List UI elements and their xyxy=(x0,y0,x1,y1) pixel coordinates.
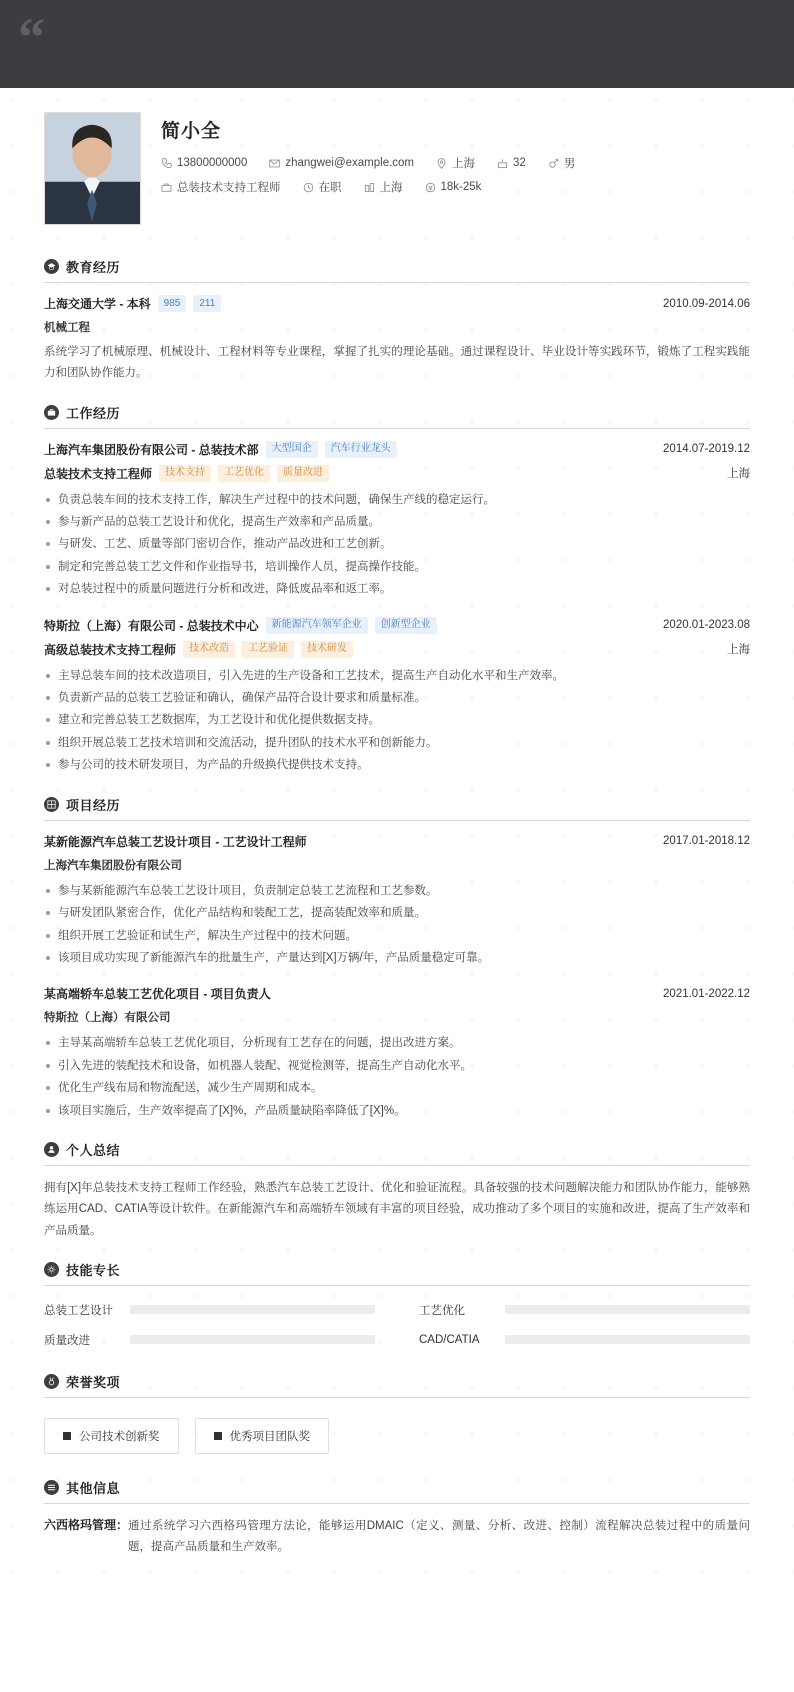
list-item: 主导某高端轿车总装工艺优化项目，分析现有工艺存在的问题，提出改进方案。 xyxy=(44,1032,750,1054)
section-other xyxy=(44,1478,750,1559)
meta-gender xyxy=(548,155,576,171)
entry-date: 2014.07-2019.12 xyxy=(663,443,750,456)
entry-tag: 技术改造 xyxy=(183,641,235,658)
entry-tag: 985 xyxy=(158,295,187,312)
entry-role-line xyxy=(44,641,750,658)
skill-item xyxy=(419,1332,750,1348)
skill-item xyxy=(44,1332,375,1348)
entry-company: 特斯拉（上海）有限公司 xyxy=(44,1012,171,1025)
awards-list xyxy=(44,1410,750,1460)
section-header xyxy=(44,1260,750,1286)
city-icon xyxy=(364,182,375,193)
entry-role-line xyxy=(44,465,750,482)
section-skills xyxy=(44,1260,750,1354)
list-item: 引入先进的装配技术和设备，如机器人装配、视觉检测等，提高生产自动化水平。 xyxy=(44,1055,750,1077)
other-label: 六西格玛管理： xyxy=(44,1517,129,1532)
entry-bullets xyxy=(44,489,750,601)
profile-info xyxy=(161,112,750,203)
meta-phone-text: 13800000000 xyxy=(177,157,248,169)
resume-sheet xyxy=(0,88,794,1586)
list-item: 组织开展总装工艺技术培训和交流活动，提升团队的技术水平和创新能力。 xyxy=(44,732,750,754)
work-entry xyxy=(44,441,750,601)
list-item: 参与公司的技术研发项目，为产品的升级换代提供技术支持。 xyxy=(44,754,750,776)
list-item: 对总装过程中的质量问题进行分析和改进，降低废品率和返工率。 xyxy=(44,578,750,600)
section-work xyxy=(44,403,750,777)
entry-company: 上海汽车集团股份有限公司 xyxy=(44,859,182,872)
square-bullet-icon xyxy=(63,1432,71,1440)
entry-left xyxy=(44,641,353,658)
cake-icon xyxy=(497,158,508,169)
section-title: 项目经历 xyxy=(66,797,121,813)
grid-icon xyxy=(44,797,59,812)
top-banner xyxy=(0,0,794,88)
list-item: 该项目成功实现了新能源汽车的批量生产，产量达到[X]万辆/年，产品质量稳定可靠。 xyxy=(44,947,750,969)
meta-salary-text: 18k-25k xyxy=(440,181,482,193)
skill-label: CAD/CATIA xyxy=(419,1333,480,1346)
briefcase-icon xyxy=(161,182,172,193)
entry-bullets xyxy=(44,1032,750,1122)
quote-mark-icon: “ xyxy=(18,7,47,67)
entry-title: 上海交通大学 - 本科 xyxy=(44,297,151,311)
skill-label: 质量改进 xyxy=(44,1334,90,1347)
meta-job-title xyxy=(161,179,281,195)
section-title: 工作经历 xyxy=(66,405,121,421)
entry-tag: 新能源汽车领军企业 xyxy=(266,617,368,634)
list-item: 与研发团队紧密合作，优化产品结构和装配工艺，提高装配效率和质量。 xyxy=(44,902,750,924)
project-entry xyxy=(44,833,750,970)
summary-text: 拥有[X]年总装技术支持工程师工作经验，熟悉汽车总装工艺设计、优化和验证流程。具备较强的技术问题解决能力和团队协作能力，能够熟练运用CAD、CATIA等设计软件。在新能源汽车和高端轿车领域有丰富的项目经验，成功推动了多个项目的实施和改进，提高了生产效率和产品质量。 xyxy=(44,1182,750,1237)
avatar xyxy=(44,112,141,225)
award-item xyxy=(195,1418,330,1454)
skill-label: 总装工艺设计 xyxy=(44,1304,113,1317)
entry-left xyxy=(44,833,307,850)
award-item xyxy=(44,1418,179,1454)
skill-item xyxy=(44,1302,375,1318)
entry-date: 2021.01-2022.12 xyxy=(663,987,750,1000)
entry-left xyxy=(44,465,329,482)
list-icon xyxy=(44,1480,59,1495)
entry-title: 某高端轿车总装工艺优化项目 - 项目负责人 xyxy=(44,987,271,1002)
briefcase-icon xyxy=(44,405,59,420)
meta-city xyxy=(364,179,403,195)
list-item: 建立和完善总装工艺数据库，为工艺设计和优化提供数据支持。 xyxy=(44,709,750,731)
entry-left xyxy=(44,441,397,458)
skill-label: 工艺优化 xyxy=(419,1304,465,1317)
list-item: 参与新产品的总装工艺设计和优化，提高生产效率和产品质量。 xyxy=(44,511,750,533)
list-item: 组织开展工艺验证和试生产，解决生产过程中的技术问题。 xyxy=(44,925,750,947)
entry-left xyxy=(44,985,271,1002)
entry-tag: 工艺验证 xyxy=(242,641,294,658)
award-label: 公司技术创新奖 xyxy=(79,1430,160,1443)
entry-heading xyxy=(44,617,750,634)
entry-description: 系统学习了机械原理、机械设计、工程材料等专业课程，掌握了扎实的理论基础。通过课程设计、毕业设计等实践环节，锻炼了工程实践能力和团队协作能力。 xyxy=(44,346,750,380)
entry-role: 总装技术支持工程师 xyxy=(44,466,153,481)
entry-location: 上海 xyxy=(727,468,750,481)
section-title: 其他信息 xyxy=(66,1480,121,1496)
section-title: 荣誉奖项 xyxy=(66,1374,121,1390)
section-header xyxy=(44,1372,750,1398)
mail-icon xyxy=(269,158,280,169)
entry-bullets xyxy=(44,665,750,777)
entry-location: 上海 xyxy=(727,644,750,657)
entry-tag: 技术研发 xyxy=(301,641,353,658)
list-item: 参与某新能源汽车总装工艺设计项目，负责制定总装工艺流程和工艺参数。 xyxy=(44,880,750,902)
section-projects xyxy=(44,795,750,1122)
section-header xyxy=(44,403,750,429)
project-entry xyxy=(44,985,750,1122)
section-summary xyxy=(44,1140,750,1242)
contact-row-2 xyxy=(161,179,750,195)
meta-job-title-text: 总装技术支持工程师 xyxy=(177,182,281,194)
section-awards xyxy=(44,1372,750,1460)
contact-row-1 xyxy=(161,155,750,171)
work-entry xyxy=(44,617,750,777)
other-item xyxy=(44,1516,750,1559)
skill-bar xyxy=(505,1305,750,1314)
entry-heading xyxy=(44,441,750,458)
entry-tag: 工艺优化 xyxy=(218,465,270,482)
entry-tag: 质量改进 xyxy=(277,465,329,482)
award-label: 优秀项目团队奖 xyxy=(229,1430,310,1443)
education-entry xyxy=(44,295,750,385)
meta-status-text: 在职 xyxy=(318,182,342,194)
entry-date: 2020.01-2023.08 xyxy=(663,619,750,632)
section-education xyxy=(44,257,750,385)
entry-role: 高级总装技术支持工程师 xyxy=(44,642,177,657)
gear-icon xyxy=(44,1262,59,1277)
entry-tag: 大型国企 xyxy=(266,441,318,458)
location-icon xyxy=(436,158,447,169)
entry-title: 某新能源汽车总装工艺设计项目 - 工艺设计工程师 xyxy=(44,834,307,849)
list-item: 与研发、工艺、质量等部门密切合作，推动产品改进和工艺创新。 xyxy=(44,533,750,555)
gender-icon xyxy=(548,158,559,169)
meta-age xyxy=(497,157,526,169)
entry-tag: 技术支持 xyxy=(159,465,211,482)
entry-heading xyxy=(44,833,750,850)
skill-bar xyxy=(505,1335,750,1344)
meta-phone xyxy=(161,157,247,169)
skill-item xyxy=(419,1302,750,1318)
section-title: 教育经历 xyxy=(66,260,121,275)
list-item: 该项目实施后，生产效率提高了[X]%，产品质量缺陷率降低了[X]%。 xyxy=(44,1100,750,1122)
section-header xyxy=(44,795,750,821)
meta-email xyxy=(269,157,414,169)
meta-location xyxy=(436,155,475,171)
list-item: 制定和完善总装工艺文件和作业指导书，培训操作人员，提高操作技能。 xyxy=(44,556,750,578)
list-item: 主导总装车间的技术改造项目，引入先进的生产设备和工艺技术，提高生产自动化水平和生产效率。 xyxy=(44,665,750,687)
entry-tag: 211 xyxy=(193,295,221,312)
entry-heading xyxy=(44,985,750,1002)
other-text: 通过系统学习六西格玛管理方法论，能够运用DMAIC（定义、测量、分析、改进、控制）流程解决总装过程中的质量问题，提高产品质量和生产效率。 xyxy=(128,1519,750,1554)
status-icon xyxy=(303,182,314,193)
meta-email-text: zhangwei@example.com xyxy=(285,157,415,169)
list-item: 优化生产线布局和物流配送，减少生产周期和成本。 xyxy=(44,1077,750,1099)
entry-heading xyxy=(44,295,750,312)
entry-tag: 创新型企业 xyxy=(375,617,437,634)
salary-icon xyxy=(425,182,436,193)
list-item: 负责新产品的总装工艺验证和确认，确保产品符合设计要求和质量标准。 xyxy=(44,687,750,709)
section-title: 技能专长 xyxy=(66,1262,121,1278)
meta-gender-text: 男 xyxy=(563,158,576,170)
entry-title: 特斯拉（上海）有限公司 - 总装技术中心 xyxy=(44,618,259,633)
skill-bar xyxy=(130,1335,375,1344)
education-icon xyxy=(44,259,59,274)
section-title: 个人总结 xyxy=(66,1143,121,1159)
section-header xyxy=(44,257,750,283)
entry-major: 机械工程 xyxy=(44,322,90,334)
meta-location-text: 上海 xyxy=(452,158,476,170)
square-bullet-icon xyxy=(214,1432,222,1440)
entry-tag: 汽车行业龙头 xyxy=(325,441,397,458)
section-header xyxy=(44,1478,750,1504)
phone-icon xyxy=(161,158,172,169)
meta-city-text: 上海 xyxy=(379,182,403,194)
entry-left xyxy=(44,617,437,634)
person-icon xyxy=(44,1142,59,1157)
skills-grid xyxy=(44,1298,750,1354)
entry-title: 上海汽车集团股份有限公司 - 总装技术部 xyxy=(44,442,259,457)
meta-salary xyxy=(425,181,482,193)
list-item: 负责总装车间的技术支持工作，解决生产过程中的技术问题，确保生产线的稳定运行。 xyxy=(44,489,750,511)
entry-bullets xyxy=(44,880,750,970)
meta-status xyxy=(303,179,342,195)
entry-date: 2017.01-2018.12 xyxy=(663,835,750,848)
section-header xyxy=(44,1140,750,1166)
entry-left xyxy=(44,295,221,312)
entry-date: 2010.09-2014.06 xyxy=(663,297,750,310)
meta-age-text: 32 xyxy=(513,157,526,169)
medal-icon xyxy=(44,1374,59,1389)
skill-bar xyxy=(130,1305,375,1314)
page-title: 简小全 xyxy=(161,121,222,142)
profile-header xyxy=(44,88,750,239)
